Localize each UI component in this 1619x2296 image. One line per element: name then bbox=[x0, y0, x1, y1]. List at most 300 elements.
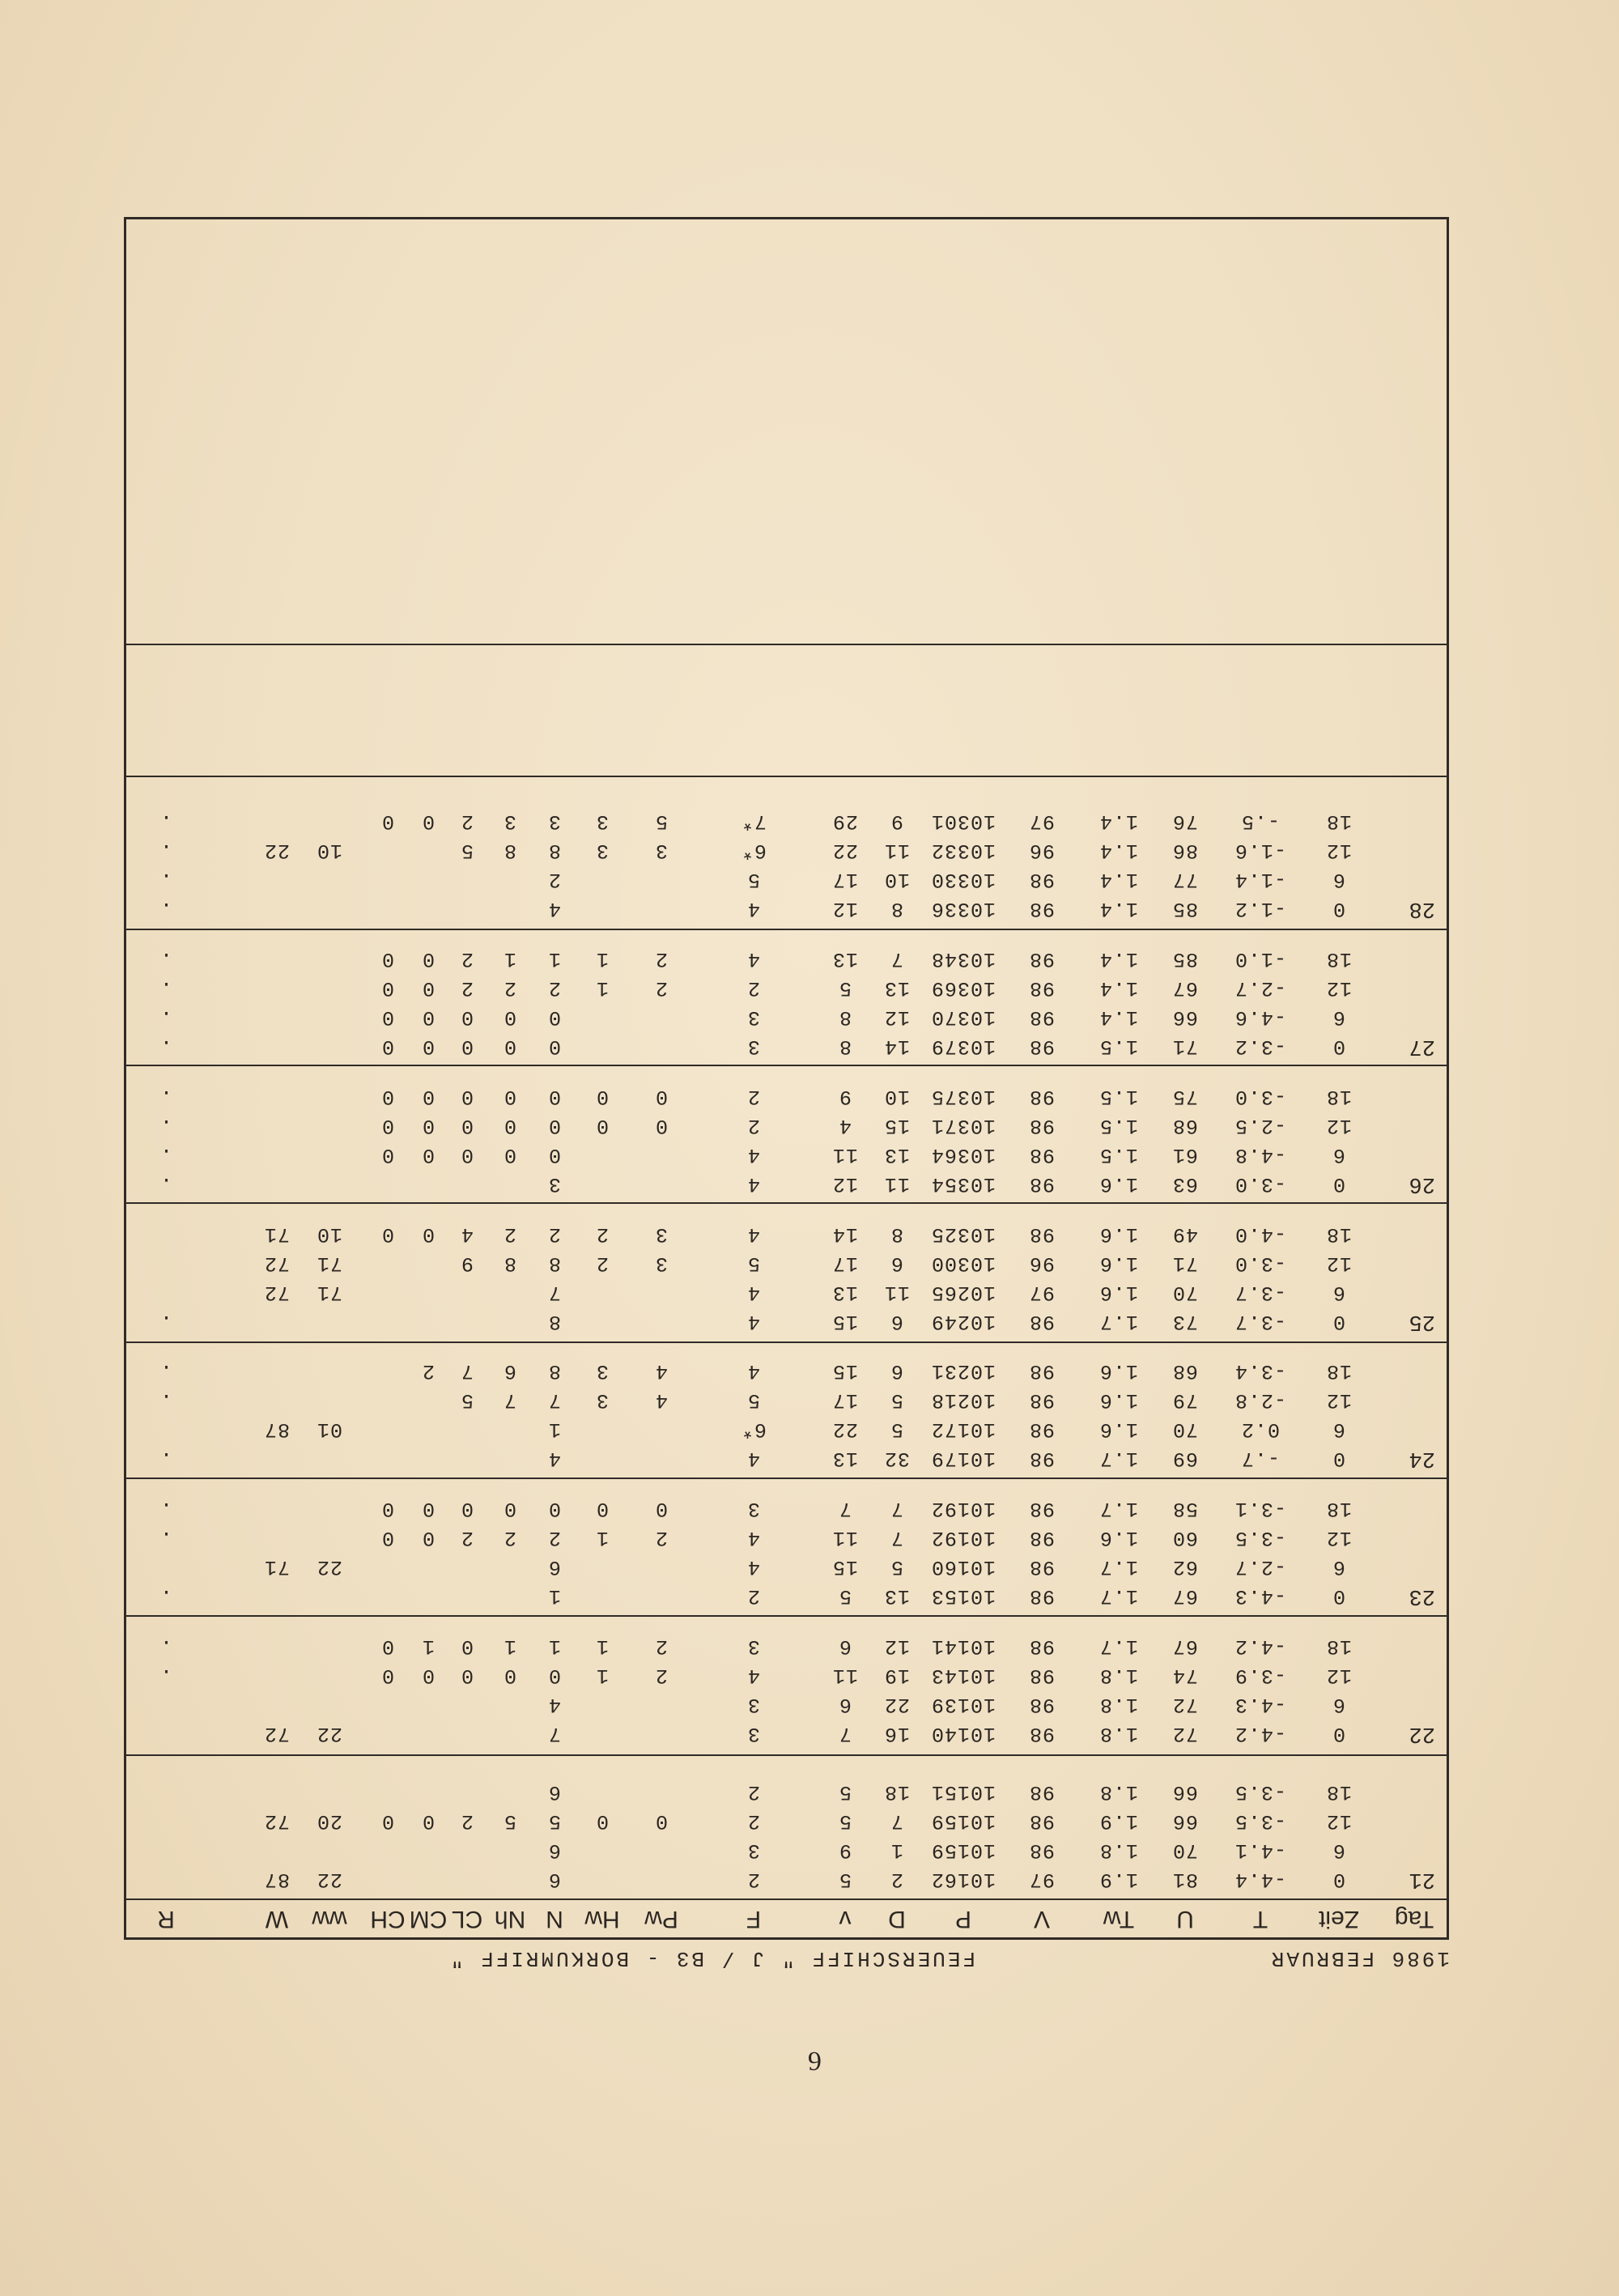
cell-tw: 1.8 bbox=[1098, 1839, 1139, 1862]
cell-d: 12 bbox=[883, 1635, 911, 1658]
cell-nh: 0 bbox=[503, 1497, 517, 1520]
cell-f: 4 bbox=[746, 1664, 761, 1687]
cell-u: 76 bbox=[1171, 810, 1199, 833]
cell-f: 4 bbox=[746, 947, 761, 971]
cell-hw: 1 bbox=[595, 1664, 610, 1687]
cell-tw: 1.6 bbox=[1098, 1359, 1139, 1383]
cell-tw: 1.7 bbox=[1098, 1497, 1139, 1520]
cell-u: 70 bbox=[1171, 1418, 1199, 1441]
cell-p: 10143 bbox=[930, 1664, 996, 1687]
cell-tw: 1.4 bbox=[1098, 947, 1139, 971]
header-cl: CL bbox=[451, 1906, 483, 1932]
cell-v: 6 bbox=[838, 1693, 852, 1716]
cell-tw: 1.4 bbox=[1098, 1006, 1139, 1029]
cell-v: 98 bbox=[1028, 1359, 1056, 1383]
cell-tw: 1.6 bbox=[1098, 1418, 1139, 1441]
cell-zeit: 12 bbox=[1325, 1526, 1353, 1550]
cell-n: 6 bbox=[547, 1839, 562, 1862]
cell-v: 97 bbox=[1028, 1868, 1056, 1891]
cell-u: 49 bbox=[1171, 1222, 1199, 1246]
cell-d: 2 bbox=[890, 1868, 904, 1891]
cell-p: 10192 bbox=[930, 1497, 996, 1520]
cell-tw: 1.7 bbox=[1098, 1635, 1139, 1658]
cell-hw: 1 bbox=[595, 976, 610, 1000]
cell-pw: 0 bbox=[654, 1497, 669, 1520]
cell-d: 12 bbox=[883, 1006, 911, 1029]
cell-u: 73 bbox=[1171, 1310, 1199, 1333]
cell-n: 3 bbox=[547, 1172, 562, 1196]
log-table bbox=[124, 217, 1449, 1940]
cell-d: 10 bbox=[883, 868, 911, 891]
cell-d: 7 bbox=[890, 1526, 904, 1550]
cell-hw: 3 bbox=[595, 1388, 610, 1412]
cell-r: . bbox=[159, 1143, 173, 1167]
cell-t: -4.2 bbox=[1234, 1722, 1287, 1745]
cell-cl: 5 bbox=[460, 1388, 474, 1412]
cell-d: 11 bbox=[883, 1281, 911, 1304]
cell-cl: 0 bbox=[460, 1085, 474, 1108]
cell-u: 60 bbox=[1171, 1526, 1199, 1550]
cell-tw: 1.5 bbox=[1098, 1143, 1139, 1167]
header-p: P bbox=[955, 1906, 972, 1932]
cell-n: 0 bbox=[547, 1114, 562, 1137]
cell-d: 32 bbox=[883, 1447, 911, 1470]
cell-ch: 0 bbox=[380, 1006, 395, 1029]
cell-tw: 1.7 bbox=[1098, 1555, 1139, 1579]
cell-v: 15 bbox=[831, 1359, 859, 1383]
row-divider bbox=[126, 1065, 1447, 1066]
cell-tw: 1.7 bbox=[1098, 1584, 1139, 1608]
cell-w: 22 bbox=[263, 839, 291, 862]
cell-v: 98 bbox=[1028, 1809, 1056, 1833]
cell-t: -4.3 bbox=[1234, 1693, 1287, 1716]
cell-r: . bbox=[159, 976, 173, 1000]
cell-tw: 1.5 bbox=[1098, 1085, 1139, 1108]
cell-v: 98 bbox=[1028, 1006, 1056, 1029]
cell-d: 13 bbox=[883, 1143, 911, 1167]
cell-nh: 0 bbox=[503, 1664, 517, 1687]
cell-v: 98 bbox=[1028, 1664, 1056, 1687]
cell-d: 13 bbox=[883, 1584, 911, 1608]
cell-p: 10139 bbox=[930, 1693, 996, 1716]
cell-f: 6* bbox=[740, 839, 767, 862]
cell-r: . bbox=[159, 1664, 173, 1687]
cell-v: 98 bbox=[1028, 1447, 1056, 1470]
cell-t: 0.2 bbox=[1240, 1418, 1281, 1441]
cell-cl: 2 bbox=[460, 810, 474, 833]
cell-v: 98 bbox=[1028, 1526, 1056, 1550]
cell-hw: 3 bbox=[595, 839, 610, 862]
cell-t: -1.4 bbox=[1234, 868, 1287, 891]
cell-hw: 1 bbox=[595, 1526, 610, 1550]
cell-f: 4 bbox=[746, 1143, 761, 1167]
cell-u: 70 bbox=[1171, 1281, 1199, 1304]
cell-n: 2 bbox=[547, 868, 562, 891]
cell-f: 6* bbox=[740, 1418, 767, 1441]
cell-cl: 2 bbox=[460, 976, 474, 1000]
cell-v: 5 bbox=[838, 1868, 852, 1891]
cell-f: 4 bbox=[746, 1555, 761, 1579]
cell-tw: 1.5 bbox=[1098, 1114, 1139, 1137]
header-n: N bbox=[546, 1906, 563, 1932]
cell-f: 7* bbox=[740, 810, 767, 833]
cell-v: 11 bbox=[831, 1526, 859, 1550]
cell-f: 4 bbox=[746, 1526, 761, 1550]
cell-d: 11 bbox=[883, 1172, 911, 1196]
cell-p: 10325 bbox=[930, 1222, 996, 1246]
cell-nh: 0 bbox=[503, 1035, 517, 1058]
cell-n: 0 bbox=[547, 1085, 562, 1108]
cell-hw: 2 bbox=[595, 1222, 610, 1246]
cell-t: -4.1 bbox=[1234, 1839, 1287, 1862]
cell-cl: 7 bbox=[460, 1359, 474, 1383]
cell-nh: 5 bbox=[503, 1809, 517, 1833]
cell-w: 72 bbox=[263, 1281, 291, 1304]
cell-t: -2.8 bbox=[1234, 1388, 1287, 1412]
cell-cl: 2 bbox=[460, 1809, 474, 1833]
cell-ww: 20 bbox=[316, 1809, 343, 1833]
cell-v: 7 bbox=[838, 1497, 852, 1520]
cell-n: 7 bbox=[547, 1722, 562, 1745]
cell-n: 8 bbox=[547, 1359, 562, 1383]
cell-cl: 4 bbox=[460, 1222, 474, 1246]
cell-p: 10159 bbox=[930, 1839, 996, 1862]
cell-ch: 0 bbox=[380, 1143, 395, 1167]
cell-v: 5 bbox=[838, 1584, 852, 1608]
cell-d: 5 bbox=[890, 1388, 904, 1412]
cell-nh: 6 bbox=[503, 1359, 517, 1383]
cell-cm: 1 bbox=[421, 1635, 436, 1658]
header-u: U bbox=[1176, 1906, 1194, 1932]
cell-p: 10379 bbox=[930, 1035, 996, 1058]
cell-d: 5 bbox=[890, 1418, 904, 1441]
cell-n: 6 bbox=[547, 1555, 562, 1579]
day-label: 26 bbox=[1409, 1171, 1435, 1196]
cell-p: 10354 bbox=[930, 1172, 996, 1196]
cell-d: 7 bbox=[890, 947, 904, 971]
cell-t: -1.6 bbox=[1234, 839, 1287, 862]
cell-v: 8 bbox=[838, 1006, 852, 1029]
cell-u: 72 bbox=[1171, 1722, 1199, 1745]
cell-f: 2 bbox=[746, 1114, 761, 1137]
cell-p: 10192 bbox=[930, 1526, 996, 1550]
cell-d: 15 bbox=[883, 1114, 911, 1137]
cell-v: 11 bbox=[831, 1664, 859, 1687]
cell-tw: 1.8 bbox=[1098, 1664, 1139, 1687]
header-d: D bbox=[888, 1906, 906, 1932]
cell-zeit: 12 bbox=[1325, 839, 1353, 862]
row-divider bbox=[126, 1615, 1447, 1617]
cell-p: 10218 bbox=[930, 1388, 996, 1412]
cell-cl: 0 bbox=[460, 1114, 474, 1137]
cell-tw: 1.4 bbox=[1098, 976, 1139, 1000]
cell-cm: 0 bbox=[421, 1006, 436, 1029]
cell-zeit: 0 bbox=[1332, 1722, 1346, 1745]
cell-v: 15 bbox=[831, 1310, 859, 1333]
cell-r: . bbox=[159, 1006, 173, 1029]
cell-f: 5 bbox=[746, 868, 761, 891]
cell-t: -4.0 bbox=[1234, 1222, 1287, 1246]
cell-d: 1 bbox=[890, 1839, 904, 1862]
cell-t: -.5 bbox=[1240, 810, 1281, 833]
cell-zeit: 12 bbox=[1325, 1664, 1353, 1687]
cell-t: -3.5 bbox=[1234, 1526, 1287, 1550]
cell-p: 10371 bbox=[930, 1114, 996, 1137]
cell-n: 4 bbox=[547, 1447, 562, 1470]
title-vessel: FEUERSCHIFF " J / B3 - BORKUMRIFF " bbox=[448, 1946, 975, 1971]
cell-d: 8 bbox=[890, 897, 904, 921]
cell-hw: 0 bbox=[595, 1497, 610, 1520]
cell-v: 17 bbox=[831, 1252, 859, 1275]
cell-zeit: 0 bbox=[1332, 1868, 1346, 1891]
cell-cm: 0 bbox=[421, 1526, 436, 1550]
cell-v: 6 bbox=[838, 1635, 852, 1658]
cell-u: 67 bbox=[1171, 976, 1199, 1000]
cell-zeit: 6 bbox=[1332, 1555, 1346, 1579]
cell-t: -2.7 bbox=[1234, 976, 1287, 1000]
cell-p: 10300 bbox=[930, 1252, 996, 1275]
cell-cm: 0 bbox=[421, 947, 436, 971]
cell-v: 29 bbox=[831, 810, 859, 833]
cell-p: 10140 bbox=[930, 1722, 996, 1745]
cell-tw: 1.9 bbox=[1098, 1868, 1139, 1891]
cell-r: . bbox=[159, 1526, 173, 1550]
cell-v: 98 bbox=[1028, 868, 1056, 891]
cell-hw: 0 bbox=[595, 1114, 610, 1137]
cell-cl: 0 bbox=[460, 1143, 474, 1167]
cell-tw: 1.6 bbox=[1098, 1252, 1139, 1275]
cell-w: 72 bbox=[263, 1252, 291, 1275]
cell-n: 0 bbox=[547, 1497, 562, 1520]
cell-nh: 0 bbox=[503, 1006, 517, 1029]
cell-zeit: 6 bbox=[1332, 1281, 1346, 1304]
cell-t: -3.9 bbox=[1234, 1664, 1287, 1687]
cell-v: 96 bbox=[1028, 1252, 1056, 1275]
day-label: 27 bbox=[1409, 1034, 1435, 1058]
cell-v: 9 bbox=[838, 1839, 852, 1862]
cell-f: 3 bbox=[746, 1839, 761, 1862]
cell-zeit: 18 bbox=[1325, 1635, 1353, 1658]
cell-pw: 3 bbox=[654, 1252, 669, 1275]
cell-t: -3.5 bbox=[1234, 1809, 1287, 1833]
cell-n: 1 bbox=[547, 1635, 562, 1658]
cell-p: 10172 bbox=[930, 1418, 996, 1441]
cell-v: 98 bbox=[1028, 1172, 1056, 1196]
cell-tw: 1.9 bbox=[1098, 1809, 1139, 1833]
cell-cl: 0 bbox=[460, 1006, 474, 1029]
cell-ww: 22 bbox=[316, 1868, 343, 1891]
cell-t: -3.7 bbox=[1234, 1281, 1287, 1304]
cell-t: -3.1 bbox=[1234, 1497, 1287, 1520]
cell-u: 77 bbox=[1171, 868, 1199, 891]
cell-hw: 2 bbox=[595, 1252, 610, 1275]
cell-zeit: 12 bbox=[1325, 1388, 1353, 1412]
cell-nh: 8 bbox=[503, 1252, 517, 1275]
cell-f: 3 bbox=[746, 1035, 761, 1058]
cell-tw: 1.6 bbox=[1098, 1222, 1139, 1246]
cell-v: 5 bbox=[838, 1809, 852, 1833]
cell-r: . bbox=[159, 1447, 173, 1470]
cell-w: 72 bbox=[263, 1722, 291, 1745]
cell-p: 10348 bbox=[930, 947, 996, 971]
header-r: R bbox=[157, 1906, 175, 1932]
cell-zeit: 6 bbox=[1332, 1143, 1346, 1167]
cell-pw: 2 bbox=[654, 1635, 669, 1658]
header-ww: ww bbox=[312, 1906, 347, 1932]
cell-t: -2.5 bbox=[1234, 1114, 1287, 1137]
cell-v: 8 bbox=[838, 1035, 852, 1058]
cell-v: 15 bbox=[831, 1555, 859, 1579]
cell-u: 62 bbox=[1171, 1555, 1199, 1579]
cell-t: -2.7 bbox=[1234, 1555, 1287, 1579]
cell-v: 98 bbox=[1028, 1693, 1056, 1716]
cell-w: 87 bbox=[263, 1418, 291, 1441]
cell-w: 71 bbox=[263, 1222, 291, 1246]
cell-ch: 0 bbox=[380, 810, 395, 833]
day-label: 23 bbox=[1409, 1584, 1435, 1608]
cell-d: 14 bbox=[883, 1035, 911, 1058]
cell-n: 7 bbox=[547, 1388, 562, 1412]
cell-t: -1.0 bbox=[1234, 947, 1287, 971]
cell-ch: 0 bbox=[380, 1526, 395, 1550]
cell-u: 75 bbox=[1171, 1085, 1199, 1108]
cell-n: 8 bbox=[547, 839, 562, 862]
cell-ch: 0 bbox=[380, 1035, 395, 1058]
row-divider bbox=[126, 1754, 1447, 1756]
cell-d: 11 bbox=[883, 839, 911, 862]
day-label: 25 bbox=[1409, 1309, 1435, 1333]
header-v: v bbox=[839, 1906, 852, 1932]
cell-v: 98 bbox=[1028, 1143, 1056, 1167]
cell-r: . bbox=[159, 947, 173, 971]
cell-t: -4.8 bbox=[1234, 1143, 1287, 1167]
header-ch: CH bbox=[370, 1906, 406, 1932]
cell-f: 2 bbox=[746, 976, 761, 1000]
cell-d: 19 bbox=[883, 1664, 911, 1687]
cell-ww: 71 bbox=[316, 1252, 343, 1275]
cell-zeit: 18 bbox=[1325, 1497, 1353, 1520]
cell-f: 4 bbox=[746, 1310, 761, 1333]
cell-ww: 01 bbox=[316, 1418, 343, 1441]
cell-nh: 0 bbox=[503, 1085, 517, 1108]
row-divider bbox=[126, 1202, 1447, 1204]
cell-ch: 0 bbox=[380, 1085, 395, 1108]
page-number: 6 bbox=[808, 2046, 822, 2076]
cell-v: 13 bbox=[831, 947, 859, 971]
cell-p: 10162 bbox=[930, 1868, 996, 1891]
cell-v: 98 bbox=[1028, 1388, 1056, 1412]
cell-cm: 0 bbox=[421, 1035, 436, 1058]
cell-v: 98 bbox=[1028, 1555, 1056, 1579]
cell-n: 6 bbox=[547, 1868, 562, 1891]
cell-p: 10141 bbox=[930, 1635, 996, 1658]
header-t: T bbox=[1252, 1906, 1268, 1932]
header-w: W bbox=[265, 1906, 289, 1932]
cell-pw: 0 bbox=[654, 1114, 669, 1137]
cell-t: -4.3 bbox=[1234, 1584, 1287, 1608]
cell-r: . bbox=[159, 839, 173, 862]
cell-cl: 0 bbox=[460, 1635, 474, 1658]
cell-n: 3 bbox=[547, 810, 562, 833]
cell-v: 98 bbox=[1028, 1035, 1056, 1058]
cell-v: 7 bbox=[838, 1722, 852, 1745]
cell-cl: 2 bbox=[460, 947, 474, 971]
header-f: F bbox=[746, 1906, 762, 1932]
cell-d: 9 bbox=[890, 810, 904, 833]
cell-nh: 0 bbox=[503, 1143, 517, 1167]
cell-f: 2 bbox=[746, 1584, 761, 1608]
row-divider bbox=[126, 1478, 1447, 1479]
cell-v: 22 bbox=[831, 839, 859, 862]
cell-nh: 1 bbox=[503, 947, 517, 971]
header-zeit: Zeit bbox=[1319, 1906, 1360, 1932]
cell-r: . bbox=[159, 1635, 173, 1658]
cell-v: 98 bbox=[1028, 1418, 1056, 1441]
cell-cl: 0 bbox=[460, 1497, 474, 1520]
row-divider bbox=[126, 1898, 1447, 1900]
cell-n: 5 bbox=[547, 1809, 562, 1833]
cell-hw: 3 bbox=[595, 1359, 610, 1383]
cell-n: 4 bbox=[547, 897, 562, 921]
cell-d: 8 bbox=[890, 1222, 904, 1246]
cell-r: . bbox=[159, 1172, 173, 1196]
cell-ch: 0 bbox=[380, 1809, 395, 1833]
cell-p: 10364 bbox=[930, 1143, 996, 1167]
cell-cm: 2 bbox=[421, 1359, 436, 1383]
header-tag: Tag bbox=[1394, 1906, 1434, 1932]
cell-cm: 0 bbox=[421, 810, 436, 833]
cell-f: 2 bbox=[746, 1085, 761, 1108]
cell-w: 72 bbox=[263, 1809, 291, 1833]
cell-v: 98 bbox=[1028, 1310, 1056, 1333]
cell-r: . bbox=[159, 1497, 173, 1520]
cell-nh: 7 bbox=[503, 1388, 517, 1412]
header-tw: Tw bbox=[1103, 1906, 1135, 1932]
cell-ch: 0 bbox=[380, 1635, 395, 1658]
cell-d: 16 bbox=[883, 1722, 911, 1745]
cell-r: . bbox=[159, 1310, 173, 1333]
cell-t: -4.6 bbox=[1234, 1006, 1287, 1029]
cell-v: 98 bbox=[1028, 1222, 1056, 1246]
cell-v: 98 bbox=[1028, 1114, 1056, 1137]
header-v: V bbox=[1034, 1906, 1051, 1932]
cell-u: 85 bbox=[1171, 897, 1199, 921]
cell-f: 3 bbox=[746, 1497, 761, 1520]
cell-u: 71 bbox=[1171, 1035, 1199, 1058]
cell-zeit: 0 bbox=[1332, 897, 1346, 921]
cell-zeit: 6 bbox=[1332, 1006, 1346, 1029]
cell-cm: 0 bbox=[421, 1114, 436, 1137]
cell-ch: 0 bbox=[380, 947, 395, 971]
cell-n: 2 bbox=[547, 976, 562, 1000]
cell-t: -.7 bbox=[1240, 1447, 1281, 1470]
cell-u: 86 bbox=[1171, 839, 1199, 862]
cell-r: . bbox=[159, 810, 173, 833]
cell-u: 66 bbox=[1171, 1809, 1199, 1833]
cell-zeit: 0 bbox=[1332, 1310, 1346, 1333]
cell-cl: 2 bbox=[460, 1526, 474, 1550]
row-divider bbox=[126, 644, 1447, 645]
cell-v: 98 bbox=[1028, 897, 1056, 921]
header-hw: Hw bbox=[584, 1906, 620, 1932]
cell-tw: 1.7 bbox=[1098, 1310, 1139, 1333]
cell-v: 22 bbox=[831, 1418, 859, 1441]
cell-p: 10249 bbox=[930, 1310, 996, 1333]
cell-u: 71 bbox=[1171, 1252, 1199, 1275]
cell-p: 10330 bbox=[930, 868, 996, 891]
cell-v: 98 bbox=[1028, 1780, 1056, 1804]
cell-d: 6 bbox=[890, 1252, 904, 1275]
